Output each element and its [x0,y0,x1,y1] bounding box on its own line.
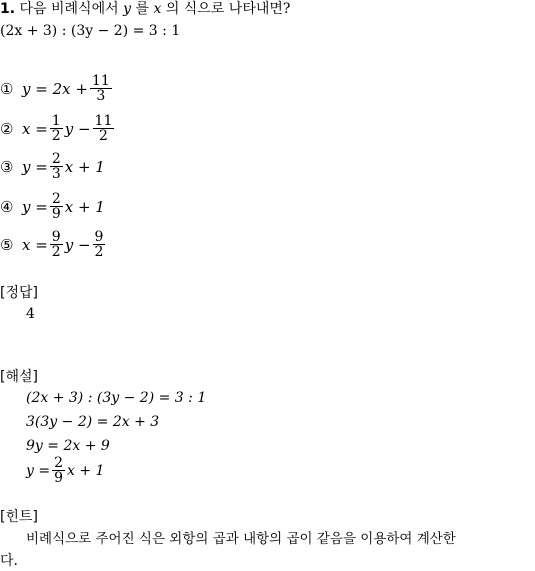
choice-5[interactable] [0,230,107,259]
choice-3-numerator: 2 [51,151,61,167]
choice-2-fraction-b [93,114,115,143]
choice-1-denominator: 3 [96,88,106,104]
choice-1[interactable] [0,74,114,103]
choice-5-numerator-b: 9 [94,229,104,245]
choice-3-lhs: y = [22,157,48,176]
hint-label: [힌트] [0,509,38,525]
choice-1-numerator: 11 [91,73,110,89]
choice-1-fraction [90,74,112,103]
choice-2-numerator-b: 11 [94,113,113,129]
question-number: 1. [0,1,16,17]
choice-3-tail: x + 1 [64,157,105,176]
choice-2-denominator-b: 2 [98,128,108,144]
choice-4-lhs: y = [22,197,48,216]
solution-line-3: 9y = 2x + 9 [26,438,110,454]
choice-3-mark: ③ [0,157,14,176]
solution-line-4-fraction [52,456,65,485]
choice-4[interactable] [0,192,105,221]
choice-4-fraction [50,192,63,221]
choice-3[interactable] [0,152,105,181]
choice-2-lhs: x = [22,119,48,138]
question-text-3: 의 식으로 나타내면? [165,1,291,17]
hint-line-1: 비례식으로 주어진 식은 외항의 곱과 내항의 곱이 같음을 이용하여 계산한 [26,531,456,547]
solution-line-4 [26,456,104,485]
question-var-y: y [123,1,132,17]
question-text-2: 를 [135,1,149,17]
choice-2-tail: y − [64,119,91,138]
choice-3-denominator: 3 [51,166,61,182]
choice-1-lhs: y = 2x + [22,79,88,98]
solution-line-4-numerator: 2 [54,455,64,471]
solution-line-4-denominator: 9 [54,470,64,486]
choice-5-mark: ⑤ [0,235,14,254]
choice-5-fraction-b [93,230,106,259]
choice-4-numerator: 2 [51,191,61,207]
choice-5-tail: y − [64,235,91,254]
question-text-1: 다음 비례식에서 [19,1,119,17]
choice-2[interactable] [0,114,116,143]
choice-4-tail: x + 1 [64,197,105,216]
choice-1-mark: ① [0,79,14,98]
choice-5-fraction-a [50,230,63,259]
choice-5-denominator-b: 2 [94,244,104,260]
question-line [0,0,290,18]
hint-line-2: 다. [0,553,18,569]
choice-5-denominator-a: 2 [51,244,61,260]
choice-4-denominator: 9 [51,206,61,222]
answer-value: 4 [26,306,35,322]
choice-2-fraction-a [50,114,63,143]
choice-2-denominator-a: 2 [51,128,61,144]
choice-3-fraction [50,152,63,181]
choice-2-numerator-a: 1 [51,113,61,129]
question-expression: (2x + 3) : (3y − 2) = 3 : 1 [0,23,181,39]
question-var-x: x [153,1,162,17]
choice-4-mark: ④ [0,197,14,216]
solution-line-2: 3(3y − 2) = 2x + 3 [26,414,160,430]
solution-line-4-lhs: y = [26,462,51,479]
choice-5-numerator-a: 9 [51,229,61,245]
choice-5-lhs: x = [22,235,48,254]
solution-label: [해설] [0,369,38,385]
answer-label: [정답] [0,285,38,301]
solution-line-1: (2x + 3) : (3y − 2) = 3 : 1 [26,390,207,406]
choice-2-mark: ② [0,119,14,138]
solution-line-4-tail: x + 1 [67,462,105,479]
